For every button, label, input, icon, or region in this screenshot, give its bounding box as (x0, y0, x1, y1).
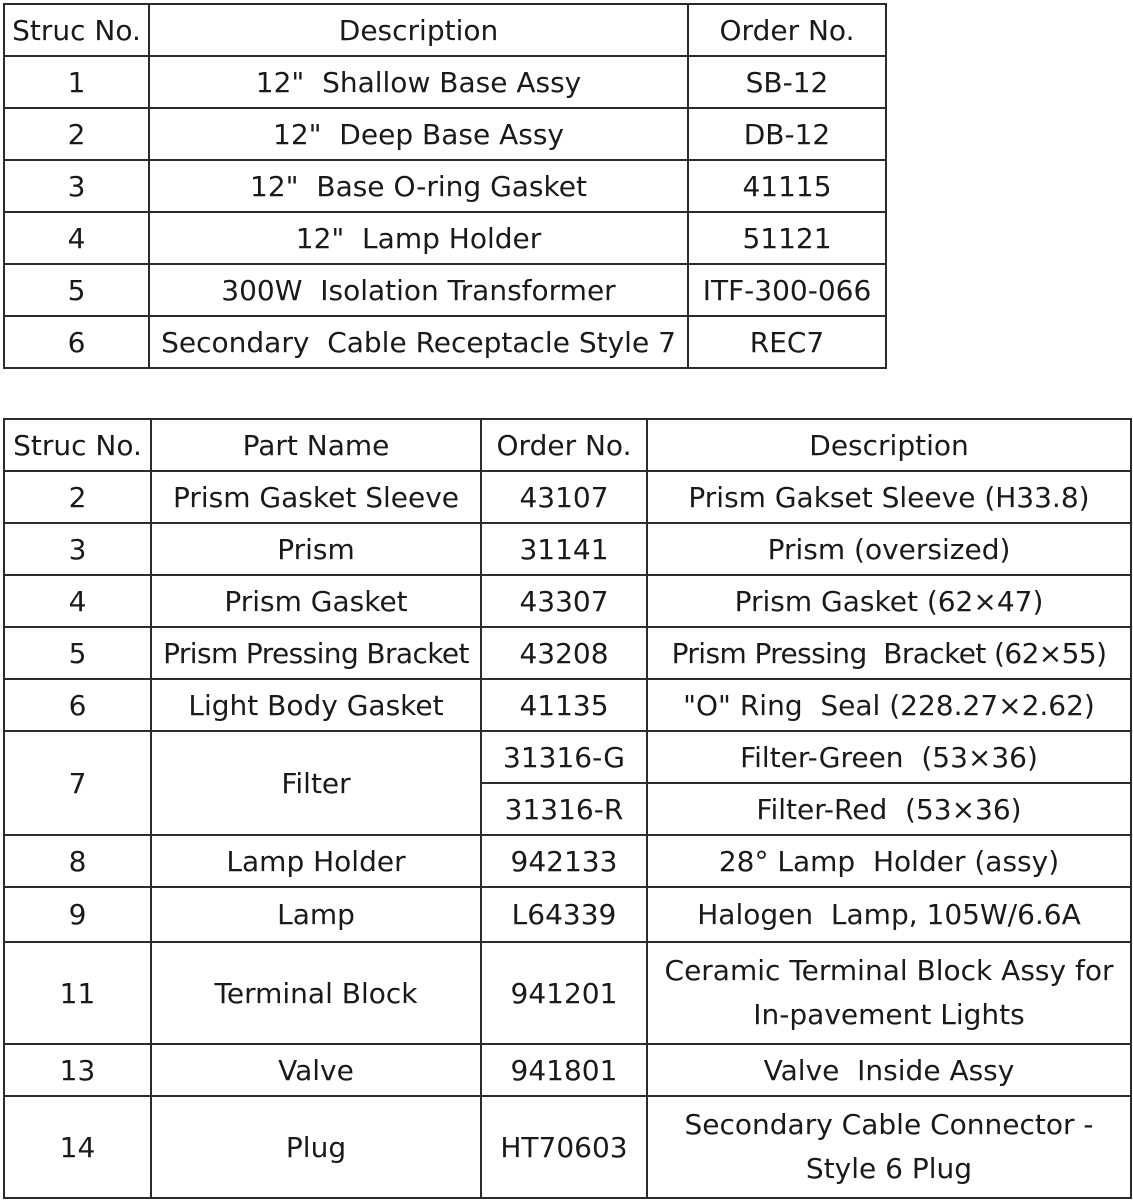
struc-no-cell: 2 (4, 108, 149, 160)
struc-no-cell: 13 (4, 1044, 151, 1096)
order-no-cell: SB-12 (688, 56, 886, 108)
header-part-name: Part Name (151, 419, 481, 471)
table-row (4, 264, 886, 316)
base-parts-table (3, 3, 887, 369)
struc-no-cell: 11 (4, 942, 151, 1044)
struc-no-cell: 5 (4, 627, 151, 679)
table-row (4, 1044, 1131, 1096)
order-no-cell: L64339 (481, 887, 647, 942)
order-no-cell: 41115 (688, 160, 886, 212)
description-cell: Filter-Green (53×36) (647, 731, 1131, 783)
table-row (4, 1096, 1131, 1198)
order-no-cell: 43208 (481, 627, 647, 679)
order-no-cell: 31316-G (481, 731, 647, 783)
struc-no-cell: 8 (4, 835, 151, 887)
header-description: Description (149, 4, 688, 56)
table-row (4, 212, 886, 264)
struc-no-cell: 14 (4, 1096, 151, 1198)
order-no-cell: 941801 (481, 1044, 647, 1096)
table-row (4, 56, 886, 108)
table-row (4, 627, 1131, 679)
struc-no-cell: 6 (4, 316, 149, 368)
table-row (4, 523, 1131, 575)
description-cell: Secondary Cable Connector -Style 6 Plug (647, 1096, 1131, 1198)
description-cell: Prism Pressing Bracket (62×55) (647, 627, 1131, 679)
table-row (4, 471, 1131, 523)
order-no-cell: 942133 (481, 835, 647, 887)
struc-no-cell: 6 (4, 679, 151, 731)
description-cell: Halogen Lamp, 105W/6.6A (647, 887, 1131, 942)
description-cell: Filter-Red (53×36) (647, 783, 1131, 835)
header-order-no: Order No. (481, 419, 647, 471)
description-cell: 28° Lamp Holder (assy) (647, 835, 1131, 887)
description-cell: 12" Base O-ring Gasket (149, 160, 688, 212)
description-cell: 12" Shallow Base Assy (149, 56, 688, 108)
struc-no-cell: 7 (4, 731, 151, 835)
part-name-cell: Valve (151, 1044, 481, 1096)
description-cell: Prism Gasket (62×47) (647, 575, 1131, 627)
table-row (4, 887, 1131, 942)
table-row (4, 108, 886, 160)
struc-no-cell: 4 (4, 575, 151, 627)
description-cell: Ceramic Terminal Block Assy for In-pavement Lights (647, 942, 1131, 1044)
struc-no-cell: 1 (4, 56, 149, 108)
order-no-cell: 43307 (481, 575, 647, 627)
struc-no-cell: 3 (4, 160, 149, 212)
description-cell: 300W Isolation Transformer (149, 264, 688, 316)
struc-no-cell: 3 (4, 523, 151, 575)
table-row (4, 160, 886, 212)
description-cell: Secondary Cable Receptacle Style 7 (149, 316, 688, 368)
order-no-cell: 31316-R (481, 783, 647, 835)
header-description: Description (647, 419, 1131, 471)
table-row (4, 731, 1131, 783)
order-no-cell: REC7 (688, 316, 886, 368)
table-row (4, 575, 1131, 627)
table-row (4, 835, 1131, 887)
order-no-cell: 51121 (688, 212, 886, 264)
struc-no-cell: 9 (4, 887, 151, 942)
table-row (4, 316, 886, 368)
table-header-row (4, 4, 886, 56)
description-cell: Prism Gakset Sleeve (H33.8) (647, 471, 1131, 523)
order-no-cell: 31141 (481, 523, 647, 575)
header-struc-no: Struc No. (4, 419, 151, 471)
description-cell: 12" Deep Base Assy (149, 108, 688, 160)
part-name-cell: Plug (151, 1096, 481, 1198)
light-parts-table (3, 418, 1132, 1199)
part-name-cell: Lamp (151, 887, 481, 942)
header-struc-no: Struc No. (4, 4, 149, 56)
struc-no-cell: 4 (4, 212, 149, 264)
header-order-no: Order No. (688, 4, 886, 56)
description-cell: 12" Lamp Holder (149, 212, 688, 264)
order-no-cell: HT70603 (481, 1096, 647, 1198)
order-no-cell: ITF-300-066 (688, 264, 886, 316)
part-name-cell: Prism Gasket Sleeve (151, 471, 481, 523)
struc-no-cell: 2 (4, 471, 151, 523)
part-name-cell: Filter (151, 731, 481, 835)
table-header-row (4, 419, 1131, 471)
struc-no-cell: 5 (4, 264, 149, 316)
description-cell: Valve Inside Assy (647, 1044, 1131, 1096)
part-name-cell: Terminal Block (151, 942, 481, 1044)
part-name-cell: Prism (151, 523, 481, 575)
order-no-cell: 941201 (481, 942, 647, 1044)
part-name-cell: Prism Gasket (151, 575, 481, 627)
table-row (4, 942, 1131, 1044)
part-name-cell: Lamp Holder (151, 835, 481, 887)
part-name-cell: Light Body Gasket (151, 679, 481, 731)
order-no-cell: 43107 (481, 471, 647, 523)
description-cell: "O" Ring Seal (228.27×2.62) (647, 679, 1131, 731)
table-row (4, 679, 1131, 731)
part-name-cell: Prism Pressing Bracket (151, 627, 481, 679)
description-cell: Prism (oversized) (647, 523, 1131, 575)
order-no-cell: DB-12 (688, 108, 886, 160)
order-no-cell: 41135 (481, 679, 647, 731)
